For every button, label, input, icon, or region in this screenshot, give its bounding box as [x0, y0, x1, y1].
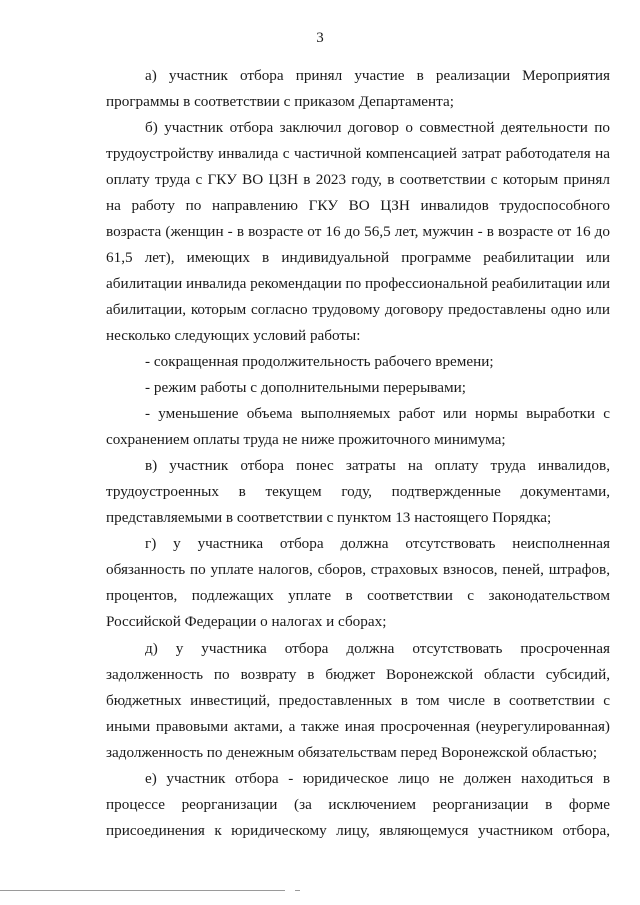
- paragraph-a-line-2: программы в соответствии с приказом Департамента;: [106, 93, 454, 110]
- footer-divider: [0, 890, 320, 891]
- paragraph-d-line-2: задолженность по возврату в бюджет Воронежской области субсидий,: [106, 666, 610, 683]
- paragraph-d-line-3: бюджетных инвестиций, предоставленных в том числе в соответствии с: [106, 692, 610, 709]
- paragraph-v-line-1: в) участник отбора понес затраты на оплату труда инвалидов,: [145, 457, 610, 474]
- paragraph-d-line-1: д) у участника отбора должна отсутствовать просроченная: [145, 640, 610, 657]
- paragraph-g-line-3: процентов, подлежащих уплате в соответствии с законодательством: [106, 587, 610, 604]
- paragraph-b-line-9: несколько следующих условий работы:: [106, 327, 361, 344]
- paragraph-d-line-4: иными правовыми актами, а также иная просроченная (неурегулированная): [106, 718, 610, 735]
- paragraph-v-line-2: трудоустроенных в текущем году, подтвержденные документами,: [106, 483, 610, 500]
- paragraph-a-line-1: а) участник отбора принял участие в реализации Мероприятия: [145, 67, 610, 84]
- paragraph-g-line-2: обязанность по уплате налогов, сборов, страховых взносов, пеней, штрафов,: [106, 561, 610, 578]
- paragraph-b-line-4: на работу по направлению ГКУ ВО ЦЗН инвалидов трудоспособного: [106, 197, 610, 214]
- paragraph-b-line-1: б) участник отбора заключил договор о совместной деятельности по: [145, 119, 610, 136]
- condition-item-3-line-2: сохранением оплаты труда не ниже прожиточного минимума;: [106, 431, 506, 448]
- paragraph-v-line-3: представляемыми в соответствии с пунктом 13 настоящего Порядка;: [106, 509, 552, 526]
- paragraph-b-line-5: возраста (женщин - в возрасте от 16 до 56,5 лет, мужчин - в возрасте от 16 до: [106, 223, 610, 240]
- paragraph-b-line-6: 61,5 лет), имеющих в индивидуальной программе реабилитации или: [106, 249, 610, 266]
- paragraph-b-line-7: абилитации инвалида рекомендации по профессиональной реабилитации или: [106, 275, 611, 292]
- condition-item-2: - режим работы с дополнительными перерывами;: [145, 379, 466, 396]
- paragraph-e-line-1: е) участник отбора - юридическое лицо не должен находиться в: [145, 770, 610, 787]
- condition-item-3-line-1: - уменьшение объема выполняемых работ или нормы выработки с: [145, 405, 610, 422]
- paragraph-b-line-2: трудоустройству инвалида с частичной компенсацией затрат работодателя на: [106, 145, 610, 162]
- paragraph-g-line-1: г) у участника отбора должна отсутствовать неисполненная: [145, 535, 610, 552]
- paragraph-e-line-2: процессе реорганизации (за исключением реорганизации в форме: [106, 796, 610, 813]
- paragraph-b-line-8: абилитации, которым согласно трудовому договору предоставлены одно или: [106, 301, 610, 318]
- paragraph-d-line-5: задолженность по денежным обязательствам перед Воронежской областью;: [106, 744, 598, 761]
- page-number: 3: [316, 30, 324, 46]
- paragraph-g-line-4: Российской Федерации о налогах и сборах;: [106, 613, 387, 630]
- paragraph-b-line-3: оплату труда с ГКУ ВО ЦЗН в 2023 году, в соответствии с которым принял: [106, 171, 610, 188]
- condition-item-1: - сокращенная продолжительность рабочего времени;: [145, 353, 494, 370]
- paragraph-e-line-3: присоединения к юридическому лицу, являющемуся участником отбора,: [106, 822, 610, 839]
